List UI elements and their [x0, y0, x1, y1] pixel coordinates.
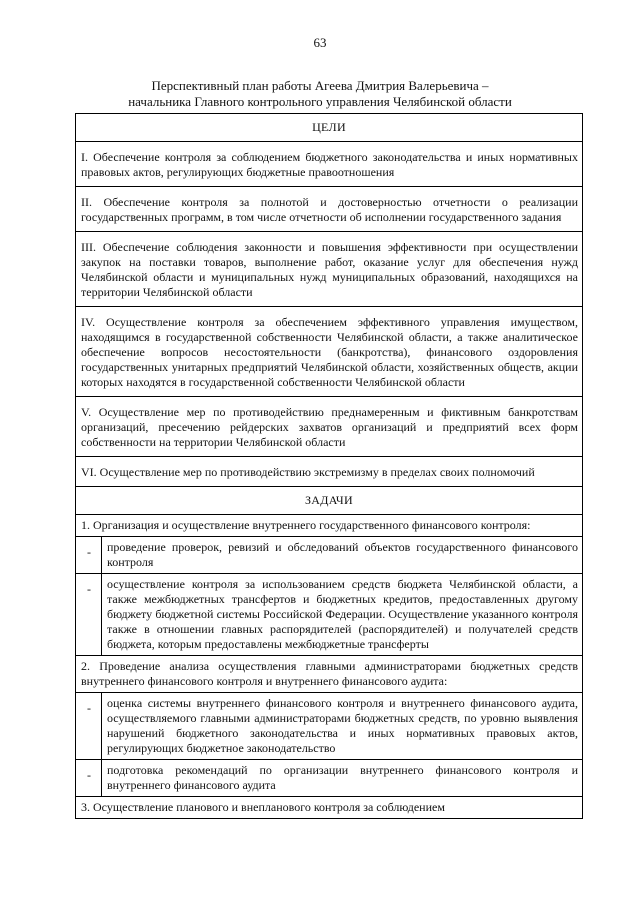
task-item-row	[76, 760, 583, 797]
goal-row	[76, 307, 583, 397]
title-line-2: начальника Главного контрольного управления Челябинской области	[128, 94, 512, 109]
task-1-item-2: осуществление контроля за использованием средств бюджета Челябинской области, а также межбюджетных трансфертов и бюджетных кредитов, предоставленных другому бюджету бюджетной системы Российской Федерации. Осуществление указанного контроля также в отношении главных распорядителей (распорядителей) и получателей средств бюджета, которым предоставлены межбюджетные трансферты	[102, 574, 583, 656]
task-row	[76, 515, 583, 537]
goals-header-row	[76, 114, 583, 142]
plan-table	[75, 113, 583, 819]
goal-5: V. Осуществление мер по противодействию преднамеренным и фиктивным банкротствам организаций, пресечению рейдерских захватов организаций и предприятий всех форм собственности на территории Челябинской области	[76, 397, 583, 457]
task-item-row	[76, 693, 583, 760]
goal-row	[76, 142, 583, 187]
tasks-header-row	[76, 487, 583, 515]
task-1-item-1: проведение проверок, ревизий и обследований объектов государственного финансового контроля	[102, 537, 583, 574]
dash-marker: -	[76, 693, 102, 760]
goal-1: I. Обеспечение контроля за соблюдением бюджетного законодательства и иных нормативных правовых актов, регулирующих бюджетные правоотношения	[76, 142, 583, 187]
task-item-row	[76, 537, 583, 574]
task-2-item-2: подготовка рекомендаций по организации внутреннего финансового контроля и внутреннего финансового аудита	[102, 760, 583, 797]
dash-marker: -	[76, 537, 102, 574]
task-2-item-1: оценка системы внутреннего финансового контроля и внутреннего финансового аудита, осуществляемого главными администраторами бюджетных средств, по уровню выявления нарушений бюджетного законодательства и иных нормативных правовых актов, регулирующих бюджетное законодательство	[102, 693, 583, 760]
page-number: 63	[313, 35, 327, 50]
title-line-1: Перспективный план работы Агеева Дмитрия Валерьевича –	[151, 78, 489, 93]
dash-marker: -	[76, 574, 102, 656]
goal-row	[76, 187, 583, 232]
task-row	[76, 656, 583, 693]
goal-3: III. Обеспечение соблюдения законности и повышения эффективности при осуществлении закупок на поставки товаров, выполнение работ, оказание услуг для обеспечения нужд Челябинской области и муниципальных нужд муниципальных образований, находящихся на территории Челябинской области	[76, 232, 583, 307]
task-3-title: 3. Осуществление планового и внепланового контроля за соблюдением	[76, 797, 583, 819]
task-2-title: 2. Проведение анализа осуществления главными администраторами бюджетных средств внутреннего финансового контроля и внутреннего финансового аудита:	[76, 656, 583, 693]
task-1-title: 1. Организация и осуществление внутреннего государственного финансового контроля:	[76, 515, 583, 537]
task-item-row	[76, 574, 583, 656]
goal-2: II. Обеспечение контроля за полнотой и достоверностью отчетности о реализации государственных программ, в том числе отчетности об исполнении государственного задания	[76, 187, 583, 232]
goal-row	[76, 397, 583, 457]
document-title	[60, 78, 580, 110]
dash-marker: -	[76, 760, 102, 797]
tasks-header: ЗАДАЧИ	[76, 487, 583, 515]
goal-4: IV. Осуществление контроля за обеспечением эффективного управления имуществом, находящимся в государственной собственности Челябинской области, а также аналитическое обеспечение вопросов несостоятельности (банкротства), финансового оздоровления государственных унитарных предприятий Челябинской области, хозяйственных обществ, акции которых находятся в государственной собственности Челябинской области	[76, 307, 583, 397]
task-row	[76, 797, 583, 819]
goals-header: ЦЕЛИ	[76, 114, 583, 142]
goal-row	[76, 457, 583, 487]
goal-6: VI. Осуществление мер по противодействию экстремизму в пределах своих полномочий	[76, 457, 583, 487]
goal-row	[76, 232, 583, 307]
